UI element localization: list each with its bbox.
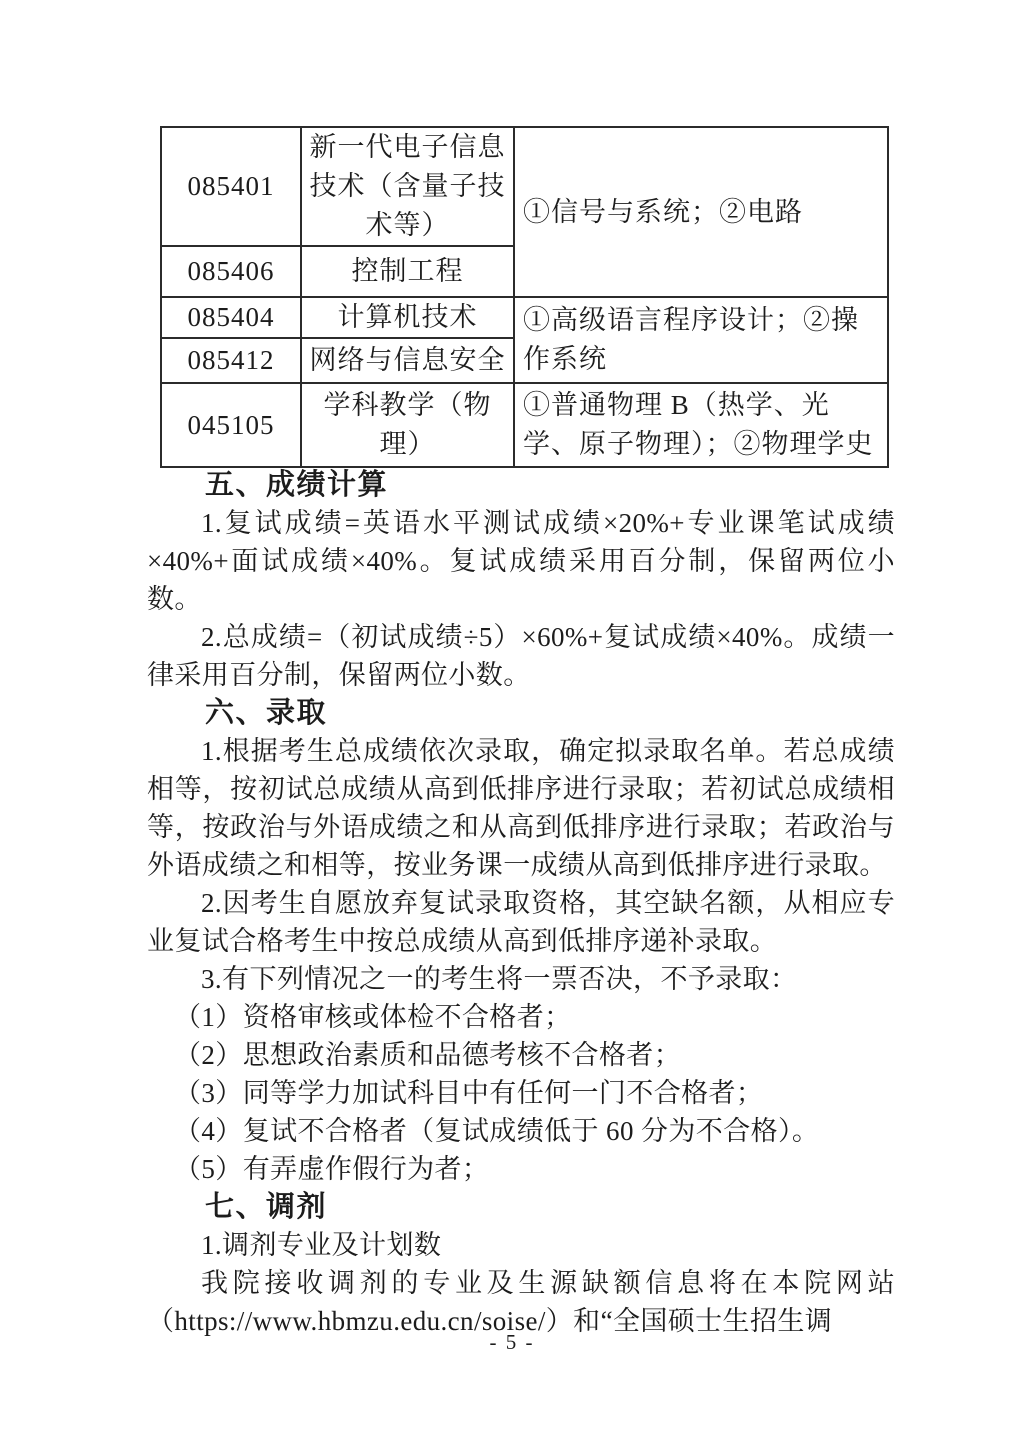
major-name-cell: 控制工程 <box>301 246 514 297</box>
paragraph-transfer-website-info: 我院接收调剂的专业及生源缺额信息将在本院网站（https://www.hbmzu.edu.cn/soise/）和“全国硕士生招生调 <box>147 1268 895 1336</box>
exam-subjects-cell: ①普通物理 B（热学、光学、原子物理）；②物理学史 <box>514 383 888 467</box>
list-item-veto-5: （5）有弄虚作假行为者； <box>174 1154 490 1184</box>
paragraph-transfer-plan-title: 1.调剂专业及计划数 <box>201 1230 442 1260</box>
major-name-cell: 学科教学（物理） <box>301 383 514 467</box>
table-row <box>161 383 888 467</box>
program-subjects-table <box>160 126 889 468</box>
paragraph-veto-intro: 3.有下列情况之一的考生将一票否决，不予录取： <box>201 964 798 994</box>
paragraph-retest-score-formula: 1.复试成绩=英语水平测试成绩×20%+专业课笔试成绩×40%+面试成绩×40%。复试成绩采用百分制，保留两位小数。 <box>147 508 895 614</box>
document-body <box>147 466 895 1340</box>
program-code-cell: 085404 <box>161 297 301 338</box>
table-row <box>161 297 888 338</box>
page-number: - 5 - <box>489 1330 535 1354</box>
paragraph-admission-ranking-rules: 1.根据考生总成绩依次录取，确定拟录取名单。若总成绩相等，按初试总成绩从高到低排序进行录取；若初试总成绩相等，按政治与外语成绩之和从高到低排序进行录取；若政治与外语成绩之和相等，按业务课一成绩从高到低排序进行录取。 <box>147 736 895 880</box>
major-name-cell: 新一代电子信息技术（含量子技术等） <box>301 127 514 246</box>
program-code-cell: 085401 <box>161 127 301 246</box>
section-heading-score-calculation: 五、成绩计算 <box>205 469 389 501</box>
major-name-cell: 计算机技术 <box>301 297 514 338</box>
list-item-veto-2: （2）思想政治素质和品德考核不合格者； <box>174 1040 682 1070</box>
list-item-veto-4: （4）复试不合格者（复试成绩低于 60 分为不合格）。 <box>174 1116 820 1146</box>
program-code-cell: 045105 <box>161 383 301 467</box>
program-code-cell: 085412 <box>161 338 301 383</box>
section-heading-admission: 六、录取 <box>205 697 328 729</box>
program-code-cell: 085406 <box>161 246 301 297</box>
exam-subjects-cell: ①高级语言程序设计；②操作系统 <box>514 297 888 383</box>
exam-subjects-cell: ①信号与系统；②电路 <box>514 127 888 297</box>
list-item-veto-1: （1）资格审核或体检不合格者； <box>174 1002 572 1032</box>
paragraph-total-score-formula: 2.总成绩=（初试成绩÷5）×60%+复试成绩×40%。成绩一律采用百分制，保留两位小数。 <box>147 622 895 690</box>
major-name-cell: 网络与信息安全 <box>301 338 514 383</box>
paragraph-vacancy-replacement: 2.因考生自愿放弃复试录取资格，其空缺名额，从相应专业复试合格考生中按总成绩从高到低排序递补录取。 <box>147 888 895 956</box>
table-row <box>161 127 888 246</box>
section-heading-transfer: 七、调剂 <box>205 1191 328 1223</box>
list-item-veto-3: （3）同等学力加试科目中有任何一门不合格者； <box>174 1078 764 1108</box>
